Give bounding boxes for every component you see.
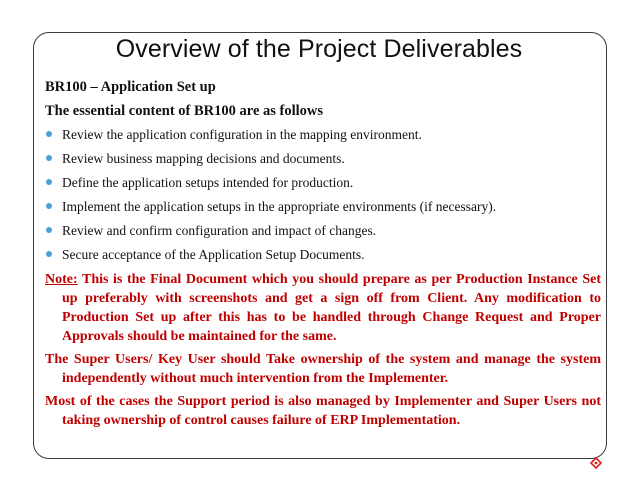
note-text: This is the Final Document which you should prepare as per Production Instance Set up preferably with screenshots and get a sign off from Client. Any modification to Production Set up after this has to be handled through Change Request and Proper Approvals should be maintained for the same. [62,272,601,344]
bullet-icon [46,155,52,161]
bullet-text: Define the application setups intended for production. [62,175,354,190]
bullet-icon [46,251,52,257]
slide-content [45,78,601,434]
bullet-item [45,198,601,215]
bullet-icon [46,227,52,233]
bullet-item [45,246,601,263]
bullet-text: Review and confirm configuration and impact of changes. [62,223,377,238]
bullet-item [45,222,601,239]
super-user-paragraph: The Super Users/ Key User should Take ownership of the system and manage the system independently without much intervention from the Implementer. [45,352,601,386]
bullet-text: Review business mapping decisions and documents. [62,151,345,166]
note-paragraph [45,270,601,346]
support-period-paragraph: Most of the cases the Support period is also managed by Implementer and Super Users not taking ownership of control causes failure of ERP Implementation. [45,394,601,428]
bullet-item [45,150,601,167]
note-label: Note: [45,272,78,287]
bullet-item [45,174,601,191]
logo-icon [590,457,602,469]
bullet-text: Review the application configuration in the mapping environment. [62,127,422,142]
bullet-text: Secure acceptance of the Application Setup Documents. [62,247,365,262]
slide-title: Overview of the Project Deliverables [115,35,523,63]
bullet-list [45,126,601,263]
bullet-icon [46,179,52,185]
bullet-icon [46,131,52,137]
heading-br100: BR100 – Application Set up [45,79,216,95]
bullet-text: Implement the application setups in the appropriate environments (if necessary). [62,199,497,214]
bullet-icon [46,203,52,209]
bullet-item [45,126,601,143]
heading-essential-content: The essential content of BR100 are as follows [45,103,324,119]
